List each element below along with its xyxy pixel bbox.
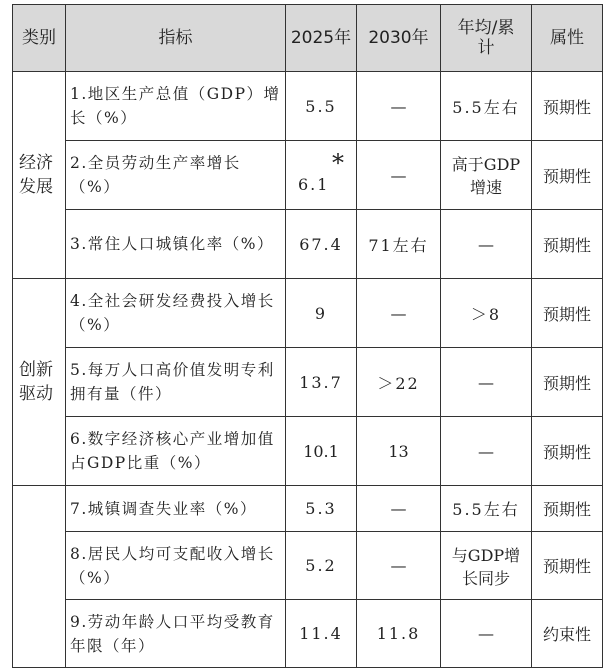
- value-2030: —: [357, 141, 441, 210]
- table-row: [13, 72, 603, 141]
- table-row: [13, 532, 603, 600]
- value-2025: 5.5: [286, 72, 357, 141]
- value-annual-line1: 高于GDP: [451, 155, 521, 174]
- value-2025-text: 6.1: [298, 175, 330, 194]
- value-annual: —: [441, 348, 532, 417]
- footnote-star: *: [332, 149, 344, 177]
- value-annual-line2: 增速: [469, 178, 502, 197]
- value-2025: 5.2: [286, 532, 357, 600]
- indicator-cell: 3.常住人口城镇化率（%）: [66, 210, 286, 279]
- header-indicator: 指标: [66, 5, 286, 72]
- attribute-cell: 预期性: [532, 417, 603, 486]
- header-row: [13, 5, 603, 72]
- value-annual: —: [441, 210, 532, 279]
- attribute-cell: 预期性: [532, 486, 603, 532]
- attribute-cell: 约束性: [532, 600, 603, 668]
- header-annual-line2: 计: [477, 38, 495, 58]
- indicator-cell: 8.居民人均可支配收入增长（%）: [66, 532, 286, 600]
- value-2025: 67.4: [286, 210, 357, 279]
- attribute-cell: 预期性: [532, 279, 603, 348]
- table-row: [13, 600, 603, 668]
- value-annual: 5.5左右: [441, 486, 532, 532]
- category-innovation: [13, 279, 66, 486]
- value-2030: —: [357, 532, 441, 600]
- attribute-cell: 预期性: [532, 210, 603, 279]
- attribute-cell: 预期性: [532, 348, 603, 417]
- value-2025: 10.1: [286, 417, 357, 486]
- value-annual: [441, 141, 532, 210]
- header-attribute: 属性: [532, 5, 603, 72]
- header-annual-line1: 年均/累: [457, 18, 515, 38]
- indicator-cell: 6.数字经济核心产业增加值占GDP比重（%）: [66, 417, 286, 486]
- value-annual: ＞8: [441, 279, 532, 348]
- value-2030: 71左右: [357, 210, 441, 279]
- value-2025: 11.4: [286, 600, 357, 668]
- indicator-table: [12, 4, 603, 668]
- attribute-cell: 预期性: [532, 532, 603, 600]
- attribute-cell: 预期性: [532, 72, 603, 141]
- header-2030: 2030年: [357, 5, 441, 72]
- value-2030: 11.8: [357, 600, 441, 668]
- value-annual: 5.5左右: [441, 72, 532, 141]
- table-row: [13, 486, 603, 532]
- table-row: [13, 210, 603, 279]
- indicator-cell: 2.全员劳动生产率增长（%）: [66, 141, 286, 210]
- table-row: [13, 279, 603, 348]
- value-annual-line2: 长同步: [461, 568, 510, 588]
- value-2030: 13: [357, 417, 441, 486]
- indicator-cell: 1.地区生产总值（GDP）增长（%）: [66, 72, 286, 141]
- value-2025: [286, 141, 357, 210]
- value-2025: 5.3: [286, 486, 357, 532]
- value-2025: 13.7: [286, 348, 357, 417]
- indicator-cell: 7.城镇调查失业率（%）: [66, 486, 286, 532]
- header-annual: [441, 5, 532, 72]
- value-annual: —: [441, 417, 532, 486]
- table-row: [13, 141, 603, 210]
- category-economy: [13, 72, 66, 279]
- indicator-cell: 4.全社会研发经费投入增长（%）: [66, 279, 286, 348]
- value-2030: —: [357, 486, 441, 532]
- indicator-cell: 9.劳动年龄人口平均受教育年限（年）: [66, 600, 286, 668]
- value-annual: —: [441, 600, 532, 668]
- header-category: 类别: [13, 5, 66, 72]
- value-2030: ＞22: [357, 348, 441, 417]
- category-blank: [13, 486, 66, 668]
- table-row: [13, 348, 603, 417]
- category-economy-line1: 经济: [19, 153, 53, 173]
- category-economy-line2: 发展: [19, 177, 53, 197]
- value-annual-line1: 与GDP增: [451, 545, 521, 565]
- category-innovation-line1: 创新: [19, 360, 53, 380]
- category-innovation-line2: 驱动: [19, 384, 53, 404]
- header-2025: 2025年: [286, 5, 357, 72]
- value-2030: —: [357, 72, 441, 141]
- value-annual: [441, 532, 532, 600]
- attribute-cell: 预期性: [532, 141, 603, 210]
- indicator-cell: 5.每万人口高价值发明专利拥有量（件）: [66, 348, 286, 417]
- value-2025: 9: [286, 279, 357, 348]
- table-row: [13, 417, 603, 486]
- value-2030: —: [357, 279, 441, 348]
